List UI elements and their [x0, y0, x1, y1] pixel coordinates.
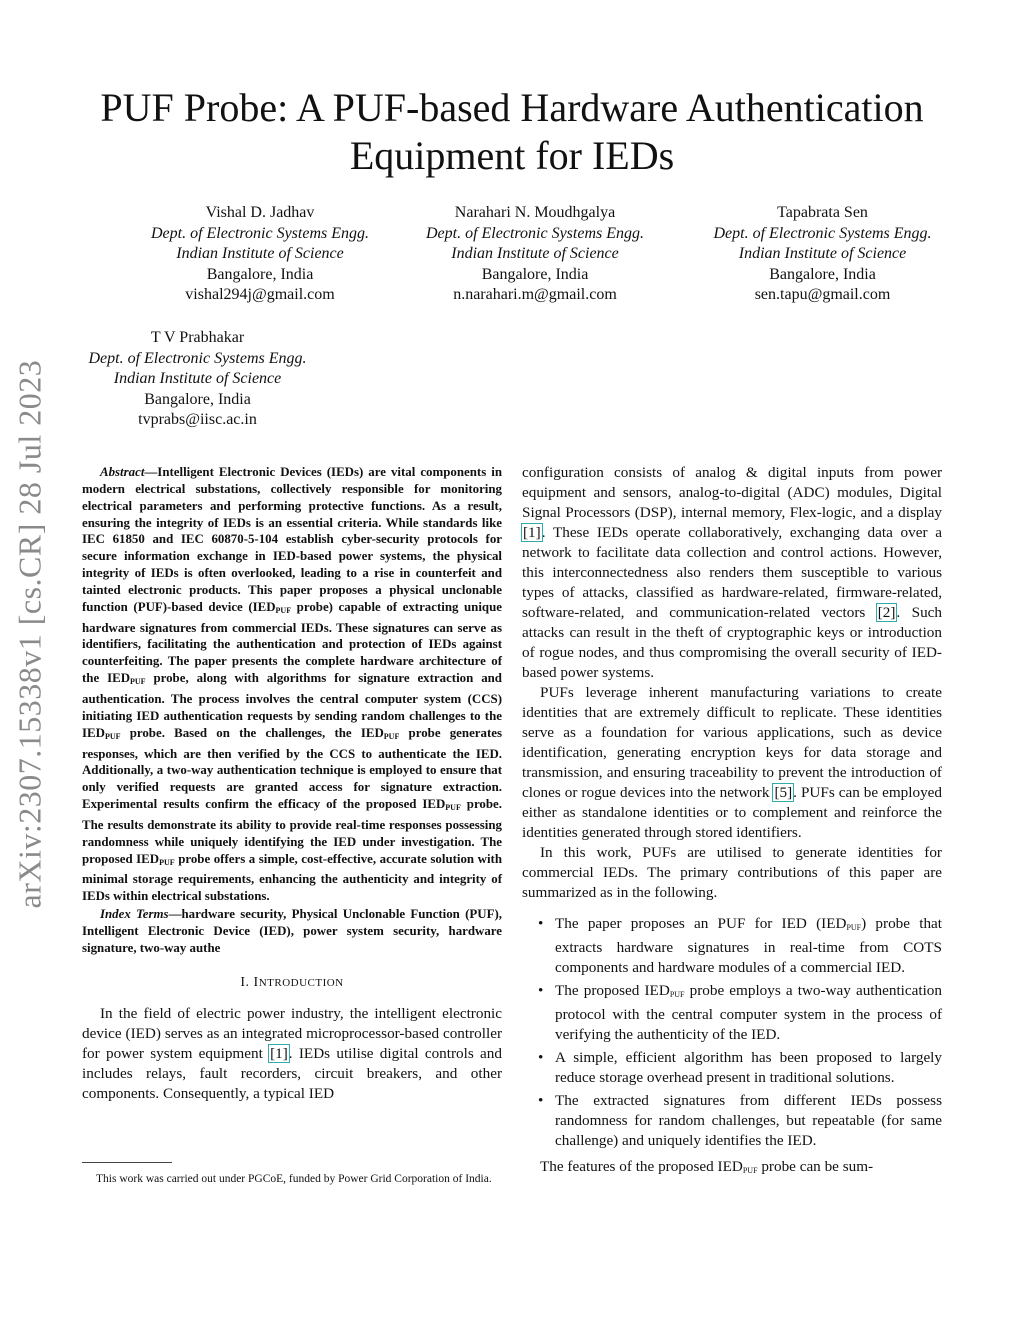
author-institute: Indian Institute of Science	[451, 245, 619, 263]
body-paragraph: The features of the proposed $IED_{PUF}$ probe can be sum-	[540, 1158, 874, 1175]
index-terms: Index Terms—hardware security, Physical Unclonable Function (PUF), Intelligent Electronic Device (IED), power system security, hardware signature, two-way authe	[82, 907, 502, 955]
author-block	[115, 203, 405, 306]
author-dept: Dept. of Electronic Systems Engg.	[150, 224, 370, 242]
arxiv-stamp: arXiv:2307.15338v1 [cs.CR] 28 Jul 2023	[11, 359, 48, 909]
body-paragraph: configuration consists of analog & digital inputs from power equipment and sensors, analog-to-digital (ADC) modules, Digital Signal Processors (DSP), internal memory, Flex-logic, and a display [1]. These IEDs operate collaboratively, exchanging data over a network to facilitate data collection and control actions. However, this interconnectedness also renders them susceptible to various types of attacks, classified as hardware-related, firmware-related, software-related, and communication-related vectors [2]. Such attacks can result in the theft of cryptographic keys or introduction of rogue nodes, and thus compromising the overall security of IED-based power systems.	[522, 464, 942, 681]
author-institute: Indian Institute of Science	[176, 245, 344, 263]
author-name: T V Prabhakar	[150, 329, 245, 346]
left-column	[82, 464, 502, 1104]
contribution-list	[522, 914, 942, 1151]
section-heading: I. INTRODUCTION	[240, 974, 344, 990]
footnote: This work was carried out under PGCoE, funded by Power Grid Corporation of India.	[96, 1173, 492, 1185]
author-name: Tapabrata Sen	[777, 204, 868, 221]
author-city: Bangalore, India	[206, 265, 314, 283]
author-dept: Dept. of Electronic Systems Engg.	[425, 224, 645, 242]
author-city: Bangalore, India	[481, 265, 589, 283]
author-block	[395, 203, 675, 306]
list-item: • The paper proposes an PUF for IED $(IED_{PUF})$ probe that extracts hardware signatures in real-time from COTS components and hardware modules of a commercial IED.	[522, 914, 942, 978]
list-item: • The proposed $IED_{PUF}$ probe employs a two-way authentication protocol with the central computer system in the process of verifying the authenticity of the IED.	[522, 981, 942, 1045]
author-institute: Indian Institute of Science	[113, 370, 282, 388]
author-block	[65, 328, 330, 431]
body-paragraph: In this work, PUFs are utilised to generate identities for commercial IEDs. The primary contributions of this paper are summarized as in the following.	[522, 844, 942, 901]
intro-paragraph: In the field of electric power industry, the intelligent electronic device (IED) serves as an integrated microprocessor-based controller for power system equipment [1]. IEDs utilise digital controls and includes relays, fault recorders, circuit breakers, and other components. Consequently, a typical IED	[82, 1004, 502, 1102]
author-dept: Dept. of Electronic Systems Engg.	[88, 349, 307, 367]
author-block	[680, 203, 965, 306]
author-email: n.narahari.m@gmail.com	[453, 286, 617, 304]
abstract-label: Abstract	[100, 465, 145, 479]
author-city: Bangalore, India	[769, 265, 876, 283]
abstract: Abstract—Intelligent Electronic Devices (IEDs) are vital components in modern electrical substations, collectively responsible for monitoring electrical parameters and performing protective functions. As a result, ensuring the integrity of IEDs is an essential criteria. While standards like IEC 61850 and IEC 60870-5-104 establish cyber-security protocols for secure information exchange in IED-based power systems, the physical integrity of IEDs is often overlooked, leading to a rise in counterfeit and tainted electronic products. This paper proposes a physical unclonable function (PUF)-based device ($IED_{PUF}$ probe) capable of extracting unique hardware signatures from commercial IEDs. These signatures can serve as identifiers, facilitating the authentication and protection of IEDs against counterfeiting. The paper presents the complete hardware architecture of the $IED_{PUF}$ probe, along with algorithms for signature extraction and authentication. The process involves the central computer system (CCS) initiating IED authentication requests by sending random challenges to the $IED_{PUF}$ probe. Based on the challenges, the $IED_{PUF}$ probe generates responses, which are then verified by the CCS to authenticate the IED. Additionally, a two-way authentication technique is employed to ensure that only verified requests are granted access for signature extraction. Experimental results confirm the efficacy of the proposed $IED_{PUF}$ probe. The results demonstrate its ability to provide real-time responses possessing randomness while uniquely identifying the IED under investigation. The proposed $IED_{PUF}$ probe offers a simple, cost-effective, accurate solution with minimal storage requirements, enhancing the authenticity and integrity of IEDs within electrical substations.	[82, 465, 502, 904]
author-email: vishal294j@gmail.com	[185, 286, 335, 304]
right-column	[522, 463, 942, 1181]
paper-title: PUF Probe: A PUF-based Hardware Authentication Equipment for IEDs	[100, 85, 924, 178]
citation-link[interactable]: [1]	[523, 524, 541, 541]
author-name: Vishal D. Jadhav	[205, 204, 315, 221]
body-paragraph: PUFs leverage inherent manufacturing variations to create identities that are extremely difficult to replicate. These identities serve as a foundation for various applications, such as device identification, generating encryption keys for data storage and transmission, and ensuring traceability to prevent the introduction of clones or rogue devices into the network [5]. PUFs can be employed either as standalone identities or to complement and reinforce the identities generated through stored identifiers.	[522, 684, 942, 841]
list-item: • The extracted signatures from different IEDs possess randomness for random challenges, but repeatable (for same challenge) and uniquely identifies the IED.	[522, 1091, 942, 1151]
list-item: • A simple, efficient algorithm has been proposed to largely reduce storage overhead present in traditional solutions.	[522, 1048, 942, 1088]
citation-link[interactable]: [5]	[774, 784, 793, 801]
author-city: Bangalore, India	[144, 390, 251, 408]
author-email: tvprabs@iisc.ac.in	[138, 411, 257, 429]
citation-link[interactable]: [2]	[877, 604, 896, 621]
author-name: Narahari N. Moudhgalya	[454, 204, 616, 221]
author-email: sen.tapu@gmail.com	[754, 286, 891, 304]
index-terms-label: Index Terms	[100, 907, 169, 922]
author-dept: Dept. of Electronic Systems Engg.	[713, 224, 932, 242]
author-institute: Indian Institute of Science	[738, 245, 907, 263]
footnote-rule	[82, 1162, 172, 1163]
citation-link[interactable]: [1]	[270, 1044, 288, 1062]
